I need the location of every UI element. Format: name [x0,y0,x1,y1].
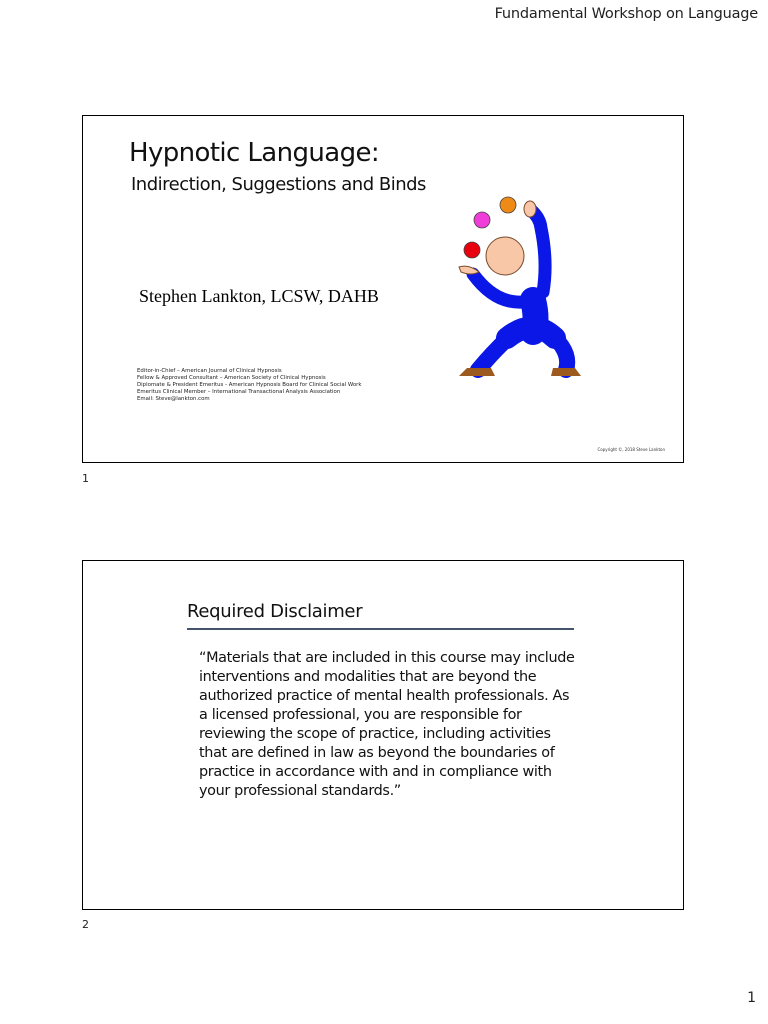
slide-number: 1 [82,472,89,485]
juggler-arm-left [473,274,523,302]
slide-subtitle: Indirection, Suggestions and Binds [131,174,426,195]
juggler-torso-upper [533,300,536,332]
juggler-hand-left [459,266,479,274]
slide-number: 2 [82,918,89,931]
heading-rule [187,628,574,630]
slide-2 [82,560,684,910]
juggler-head [486,237,524,275]
disclaimer-text: “Materials that are included in this course may include interventions and modalities that are beyond the authorized practice of mental health professionals. As a licensed professional, you are responsible for reviewing the scope of practice, including activities that are defined in law as beyond the boundaries of practice in accordance with and in compliance with your professional standards.” [199,650,575,799]
page-number: 1 [747,990,756,1006]
juggler-arm-right [531,210,545,292]
ball-magenta [474,212,490,228]
credential-line: Emeritus Clinical Member – International Transactional Analysis Association [137,389,341,396]
credential-line: Editor-in-Chief – American Journal of Clinical Hypnosis [137,368,282,374]
copyright-notice: Copyright ©, 2018 Steve Lankton [597,447,665,452]
credential-line: Fellow & Approved Consultant – American Society of Clinical Hypnosis [137,375,326,382]
credentials-list [137,368,362,403]
page-header-title: Fundamental Workshop on Language [494,6,758,22]
credential-line: Email: Steve@lankton.com [137,396,210,403]
slide-heading: Required Disclaimer [187,601,363,622]
credential-line: Diplomate & President Emeritus - American Hypnosis Board for Clinical Social Work [137,382,362,389]
juggler-hand-right [524,201,536,217]
ball-orange [500,197,516,213]
juggler-shoe-left [459,368,495,376]
juggler-figure-icon [423,192,673,382]
juggler-shoe-right [551,368,581,376]
slide-title: Hypnotic Language: [129,138,380,168]
author-name: Stephen Lankton, LCSW, DAHB [139,286,379,306]
slide-1 [82,115,684,463]
ball-red [464,242,480,258]
